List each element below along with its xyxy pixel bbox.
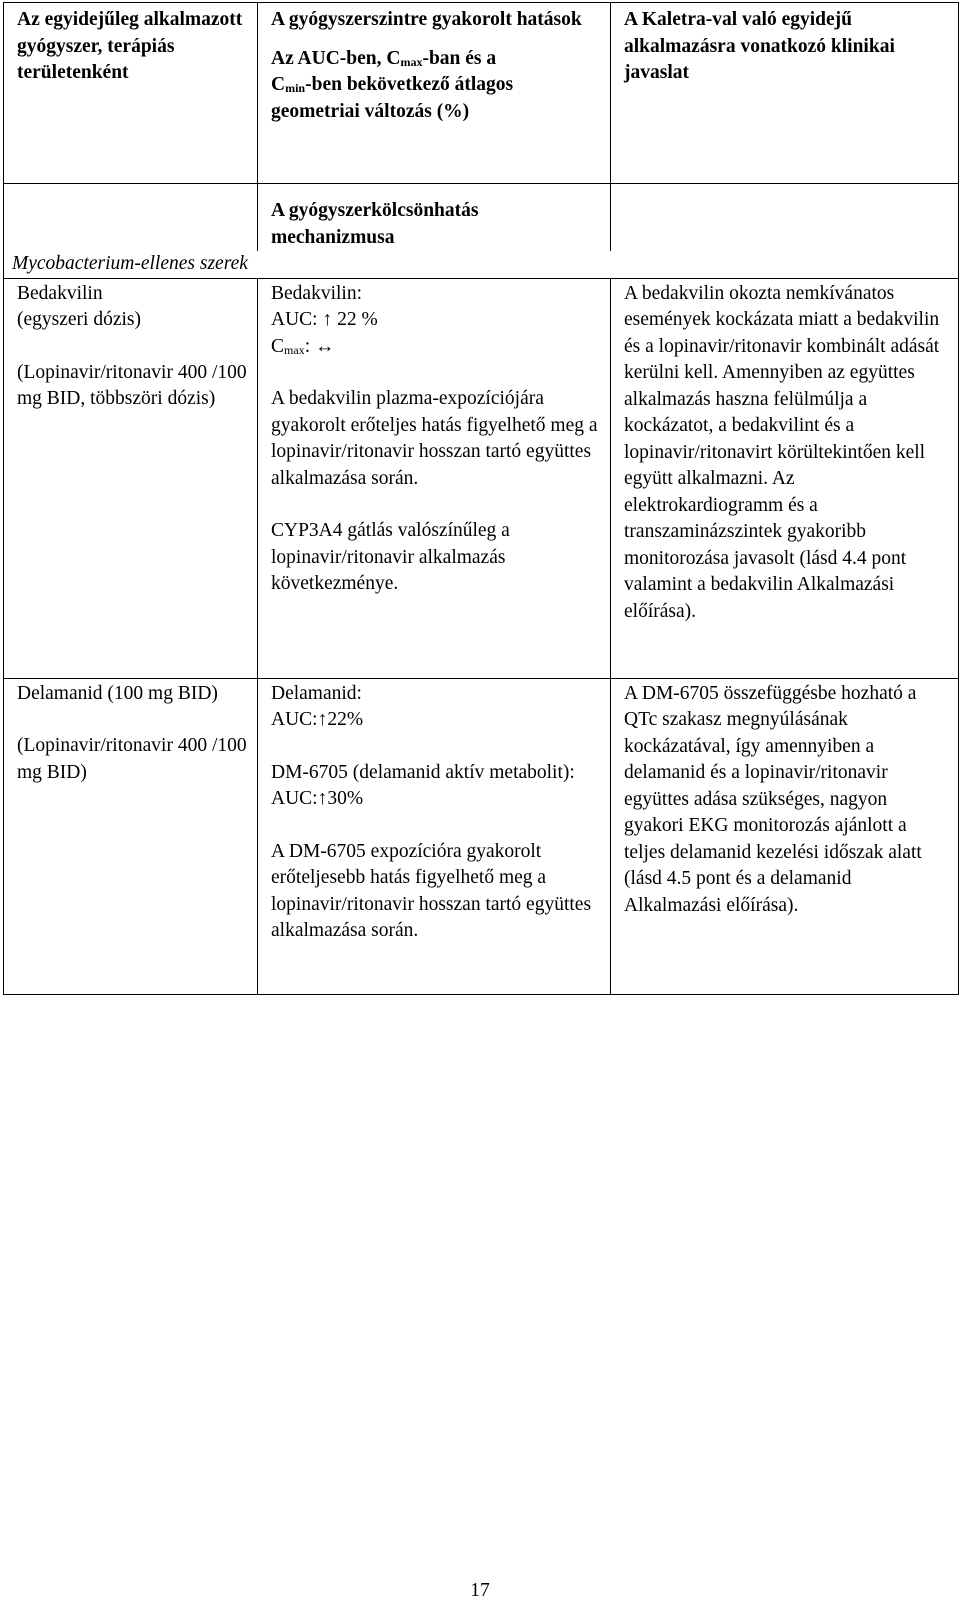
auc2-line xyxy=(271,786,600,813)
change-sub-max: max xyxy=(400,54,423,69)
header-mechanism: A gyógyszerkölcsönhatás mechanizmusa xyxy=(271,200,479,248)
cmax-colon: : xyxy=(304,335,311,357)
drug-dose: (egyszeri dózis) xyxy=(17,309,141,330)
mechanism-header-row xyxy=(4,184,959,252)
auc2-label: AUC: xyxy=(271,788,318,809)
header-col-recommendation xyxy=(611,3,959,184)
interaction-table xyxy=(3,2,959,995)
effect-cell xyxy=(258,278,611,678)
arrow-both-icon: ↔ xyxy=(314,335,335,357)
section-title: Mycobacterium-ellenes szerek xyxy=(4,251,959,278)
effect-cell xyxy=(258,678,611,994)
cmax-sub: max xyxy=(284,342,305,357)
change-text-d: -ben bekövetkező átlagos geometriai változás (%) xyxy=(271,74,514,122)
mech-empty-3 xyxy=(611,184,959,252)
recommendation-cell xyxy=(611,278,959,678)
metabolite-label: DM-6705 (delamanid aktív metabolit): xyxy=(271,761,575,783)
effect-label: Bedakvilin: xyxy=(271,282,362,304)
effect-label: Delamanid: xyxy=(271,682,362,704)
mech-empty-1 xyxy=(4,184,258,252)
effect-para-1: A DM-6705 expozícióra gyakorolt erőteljesebb hatás figyelhető meg a lopinavir/ritonavir hosszan tartó együttes alkalmazása során. xyxy=(271,840,592,941)
auc-value: 22% xyxy=(327,709,364,730)
auc2-value: 30% xyxy=(327,788,364,809)
arrow-up-icon: ↑ xyxy=(317,788,328,809)
change-text-b: -ban és a xyxy=(422,47,497,69)
recommendation-cell xyxy=(611,678,959,994)
auc-label: AUC: xyxy=(271,709,318,730)
drug-name: Bedakvilin xyxy=(17,282,103,304)
drug-cell xyxy=(4,278,258,678)
table-row xyxy=(4,278,959,678)
header-col-effects xyxy=(258,3,611,184)
mech-cell xyxy=(258,184,611,252)
header-col-drug xyxy=(4,3,258,184)
auc-line xyxy=(271,307,600,334)
arrow-up-icon: ↑ xyxy=(317,709,328,730)
cmax-line xyxy=(271,334,600,361)
auc-label: AUC: xyxy=(271,309,318,330)
change-text-c: C xyxy=(271,74,286,95)
page-number: 17 xyxy=(470,1580,490,1601)
drug-cell xyxy=(4,678,258,994)
recommendation-text: A DM-6705 összefüggésbe hozható a QTc szakasz megnyúlásának kockázatával, így amennyiben a delamanid és a lopinavir/ritonavir együttes adása szükséges, nagyon gyakori EKG monitorozás ajánlott a teljes delamanid kezelési időszak alatt (lásd 4.5 pont és a delamanid Alkalmazási előírása). xyxy=(624,682,922,916)
cmax-c: C xyxy=(271,335,285,357)
auc-line xyxy=(271,707,600,734)
effect-para-1: A bedakvilin plazma-expozíciójára gyakorolt erőteljes hatás figyelhető meg a lopinavir/ritonavir hosszan tartó együttes alkalmazása során. xyxy=(271,388,598,489)
recommendation-text: A bedakvilin okozta nemkívánatos események kockázata miatt a bedakvilin és a lopinavir/ritonavir kombinált adását kerülni kell. Amennyiben az együttes alkalmazás haszna felülmúlja a kockázatot, a bedakvilint és a lopinavir/ritonavirt körültekintően kell együtt alkalmazni. Az elektrokardiogramm és a transzaminázszintek gyakoribb monitorozása javasolt (lásd 4.4 pont valamint a bedakvilin Alkalmazási előírása). xyxy=(624,282,940,622)
drug-combo: (Lopinavir/ritonavir 400 /100 mg BID, többszöri dózis) xyxy=(17,361,247,409)
table-header-row xyxy=(4,3,959,184)
effect-para-2: CYP3A4 gátlás valószínűleg a lopinavir/ritonavir alkalmazás következménye. xyxy=(271,520,510,594)
change-text-a: Az AUC-ben, C xyxy=(271,47,401,69)
drug-name: Delamanid (100 mg BID) xyxy=(17,682,218,704)
header-effects-title: A gyógyszerszintre gyakorolt hatások xyxy=(271,9,582,30)
arrow-up-icon: ↑ xyxy=(322,309,333,330)
table-row xyxy=(4,678,959,994)
header-effects-change xyxy=(271,46,600,126)
change-sub-min: min xyxy=(285,81,306,95)
header-col-drug-text: Az egyidejűleg alkalmazott gyógyszer, terápiás területenként xyxy=(17,9,243,83)
drug-combo: (Lopinavir/ritonavir 400 /100 mg BID) xyxy=(17,735,247,783)
section-row xyxy=(4,251,959,278)
auc-value: 22 % xyxy=(337,309,378,330)
header-col-recommendation-text: A Kaletra-val való egyidejű alkalmazásra vonatkozó klinikai javaslat xyxy=(624,9,895,83)
